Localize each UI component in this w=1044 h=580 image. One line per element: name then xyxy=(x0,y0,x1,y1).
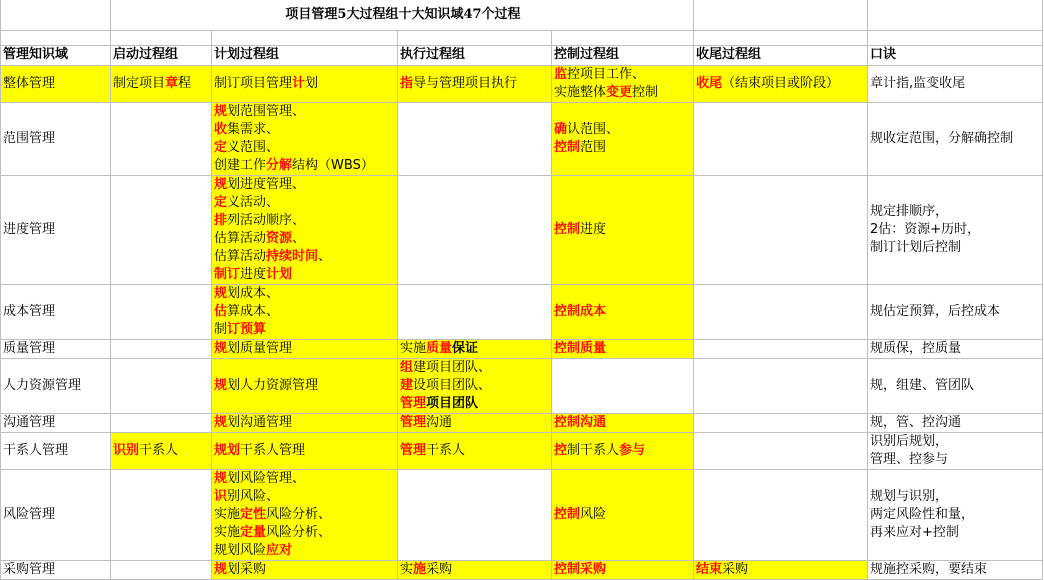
emphasis-text: 指 xyxy=(400,75,414,91)
controlling-cell[interactable] xyxy=(552,102,694,175)
planning-cell[interactable] xyxy=(212,469,398,560)
planning-cell[interactable] xyxy=(212,560,398,579)
table-row xyxy=(1,339,1043,358)
initiating-cell[interactable] xyxy=(111,175,212,284)
cell-text: 采购 xyxy=(426,561,453,577)
cell-text: 制订项目管理 xyxy=(214,75,293,91)
cell-text: 建项目团队、 xyxy=(413,359,492,375)
emphasis-text: 规 xyxy=(214,377,228,393)
cell-text-line xyxy=(400,561,551,579)
cell-text: 义活动、 xyxy=(227,194,280,210)
cell-text-line xyxy=(214,340,397,358)
page-title: 项目管理5大过程组十大知识域47个过程 xyxy=(111,0,694,30)
cell-text-line xyxy=(554,414,693,432)
cell-text: 实施 xyxy=(214,524,241,540)
area-cell[interactable]: 质量管理 xyxy=(1,339,111,358)
closing-cell[interactable] xyxy=(694,413,868,432)
emphasis-text: 规 xyxy=(214,470,228,486)
cell-text-line xyxy=(214,176,397,194)
emphasis-text: 控制 xyxy=(554,506,581,522)
cell-text: 制 xyxy=(214,321,228,337)
cell-text-line xyxy=(554,561,693,579)
closing-cell[interactable] xyxy=(694,432,868,469)
cell-text: 、 xyxy=(318,248,332,264)
mnemonic-cell[interactable]: 识别后规划， 管理、控参与 xyxy=(868,432,1043,469)
emphasis-text: 控制采购 xyxy=(554,561,607,577)
planning-cell[interactable] xyxy=(212,413,398,432)
emphasis-text: 持续时间 xyxy=(266,248,319,264)
executing-cell[interactable] xyxy=(398,175,552,284)
controlling-cell[interactable] xyxy=(552,469,694,560)
cell-text-line xyxy=(214,542,397,560)
emphasis-text: 分解 xyxy=(266,157,293,173)
cell-text-line xyxy=(400,359,551,377)
emphasis-text: 控制 xyxy=(554,221,581,237)
cell-text-line xyxy=(400,442,551,460)
cell-text-line xyxy=(554,84,693,102)
emphasis-text: 变更 xyxy=(606,84,633,100)
cell-text: 程 xyxy=(178,75,192,91)
emphasis-text: 控制质量 xyxy=(554,340,607,356)
table-row xyxy=(1,469,1043,560)
cell-text: 别风险、 xyxy=(227,488,280,504)
initiating-cell[interactable] xyxy=(111,413,212,432)
cell-text-line xyxy=(400,377,551,395)
area-cell[interactable]: 人力资源管理 xyxy=(1,358,111,413)
mnemonic-cell[interactable]: 规划与识别， 两定风险性和量， 再来应对+控制 xyxy=(868,469,1043,560)
emphasis-text: 规划 xyxy=(214,442,241,458)
cell-text: 列活动顺序、 xyxy=(227,212,306,228)
emphasis-text: 质量 xyxy=(426,340,453,356)
mnemonic-cell[interactable]: 规估定预算，后控成本 xyxy=(868,284,1043,339)
cell-text-line xyxy=(554,303,693,321)
emphasis-text: 定量 xyxy=(240,524,267,540)
cell-text-line xyxy=(400,414,551,432)
controlling-cell[interactable] xyxy=(552,175,694,284)
cell-text: 划人力资源管理 xyxy=(227,377,319,393)
emphasis-text: 定性 xyxy=(240,506,267,522)
table-row xyxy=(1,175,1043,284)
cell-text-line xyxy=(554,340,693,358)
emphasis-text: 计划 xyxy=(266,266,293,282)
emphasis-text: 组 xyxy=(400,359,414,375)
mnemonic-cell[interactable]: 规，管、控沟通 xyxy=(868,413,1043,432)
cell-text: 划质量管理 xyxy=(227,340,293,356)
initiating-cell[interactable] xyxy=(111,432,212,469)
emphasis-text: 管理 xyxy=(400,414,427,430)
emphasis-text: 控制 xyxy=(554,414,581,430)
emphasis-text: 资源 xyxy=(266,230,293,246)
closing-cell[interactable] xyxy=(694,358,868,413)
mnemonic-cell[interactable]: 规定排顺序， 2估：资源+历时， 制订计划后控制 xyxy=(868,175,1043,284)
header-row xyxy=(1,45,1043,65)
cell-text-line xyxy=(696,75,867,93)
table-row xyxy=(1,560,1043,579)
emphasis-text: 沟通 xyxy=(580,414,607,430)
cell-text: 实 xyxy=(400,561,414,577)
cell-text: 控制 xyxy=(632,84,659,100)
table-row xyxy=(1,102,1043,175)
col-header-executing[interactable]: 执行过程组 xyxy=(398,45,552,65)
cell-text-line xyxy=(214,103,397,121)
closing-cell[interactable] xyxy=(694,175,868,284)
cell-text-line xyxy=(554,139,693,157)
cell-text: 算成本、 xyxy=(227,303,280,319)
emphasis-text: 识 xyxy=(214,488,228,504)
cell-text: 保证 xyxy=(452,340,479,356)
cell-text: 义范围、 xyxy=(227,139,280,155)
cell-text-line xyxy=(554,221,693,239)
emphasis-text: 建 xyxy=(400,377,414,393)
cell-text-line xyxy=(214,561,397,579)
col-header-area[interactable]: 管理知识域 xyxy=(1,45,111,65)
cell-text: 实施 xyxy=(214,506,241,522)
cell-text: 范围 xyxy=(580,139,607,155)
cell-text: 导与管理项目执行 xyxy=(413,75,518,91)
mnemonic-cell[interactable]: 规施控采购，要结束 xyxy=(868,560,1043,579)
cell-text: 采购 xyxy=(722,561,749,577)
controlling-cell[interactable] xyxy=(552,284,694,339)
cell-text: 进度 xyxy=(580,221,607,237)
cell-text: 风险分析、 xyxy=(266,506,332,522)
planning-cell[interactable] xyxy=(212,284,398,339)
col-header-initiating[interactable]: 启动过程组 xyxy=(111,45,212,65)
initiating-cell[interactable] xyxy=(111,65,212,102)
closing-cell[interactable] xyxy=(694,65,868,102)
cell-text-line xyxy=(214,303,397,321)
emphasis-text: 定 xyxy=(214,194,228,210)
emphasis-text: 订预算 xyxy=(227,321,267,337)
area-cell[interactable]: 进度管理 xyxy=(1,175,111,284)
cell-text-line xyxy=(214,442,397,460)
controlling-cell[interactable] xyxy=(552,65,694,102)
cell-text-line xyxy=(214,321,397,339)
emphasis-text: 控制成本 xyxy=(554,303,607,319)
planning-cell[interactable] xyxy=(212,102,398,175)
cell-text-line xyxy=(214,285,397,303)
cell-text-line xyxy=(400,395,551,413)
emphasis-text: 收尾 xyxy=(696,75,723,91)
cell-text-line xyxy=(214,75,397,93)
executing-cell[interactable] xyxy=(398,284,552,339)
cell-text: 结构（WBS） xyxy=(292,157,374,173)
controlling-cell[interactable] xyxy=(552,358,694,413)
cell-text-line xyxy=(214,139,397,157)
initiating-cell[interactable] xyxy=(111,339,212,358)
cell-text-line xyxy=(554,66,693,84)
cell-text: 认范围、 xyxy=(567,121,620,137)
controlling-cell[interactable] xyxy=(552,413,694,432)
area-cell[interactable]: 整体管理 xyxy=(1,65,111,102)
closing-cell[interactable] xyxy=(694,339,868,358)
executing-cell[interactable] xyxy=(398,413,552,432)
cell-text-line xyxy=(214,194,397,212)
table-row xyxy=(1,413,1043,432)
cell-text: 实施 xyxy=(400,340,427,356)
emphasis-text: 收 xyxy=(214,121,228,137)
emphasis-text: 规 xyxy=(214,285,228,301)
closing-cell[interactable] xyxy=(694,284,868,339)
cell-text: 设项目团队、 xyxy=(413,377,492,393)
cell-text-line xyxy=(113,75,211,93)
emphasis-text: 章 xyxy=(165,75,179,91)
cell-text: 划 xyxy=(305,75,319,91)
cell-text: 划沟通管理 xyxy=(227,414,293,430)
emphasis-text: 制订 xyxy=(214,266,241,282)
cell-text: 干系人管理 xyxy=(240,442,306,458)
planning-cell[interactable] xyxy=(212,65,398,102)
initiating-cell[interactable] xyxy=(111,284,212,339)
cell-text: 控项目工作、 xyxy=(567,66,646,82)
cell-text: 沟通 xyxy=(426,414,453,430)
cell-text: 规划风险 xyxy=(214,542,267,558)
cell-text-line xyxy=(554,121,693,139)
cell-text: 风险分析、 xyxy=(266,524,332,540)
controlling-cell[interactable] xyxy=(552,432,694,469)
col-header-closing[interactable]: 收尾过程组 xyxy=(694,45,868,65)
cell-text: 干系人 xyxy=(139,442,179,458)
cell-text: 估算活动 xyxy=(214,248,267,264)
emphasis-text: 施 xyxy=(413,561,427,577)
cell-text-line xyxy=(214,230,397,248)
emphasis-text: 规 xyxy=(214,176,228,192)
closing-cell[interactable] xyxy=(694,469,868,560)
planning-cell[interactable] xyxy=(212,358,398,413)
area-cell[interactable]: 范围管理 xyxy=(1,102,111,175)
emphasis-text: 控制 xyxy=(554,139,581,155)
mnemonic-cell[interactable]: 章计指,监变收尾 xyxy=(868,65,1043,102)
cell-text-line xyxy=(214,377,397,395)
cell-text: 制干系人 xyxy=(567,442,620,458)
cell-text-line xyxy=(214,470,397,488)
cell-text-line xyxy=(554,506,693,524)
area-cell[interactable]: 沟通管理 xyxy=(1,413,111,432)
cell-text: 创建工作 xyxy=(214,157,267,173)
emphasis-text: 监 xyxy=(554,66,568,82)
table-row xyxy=(1,284,1043,339)
cell-text-line xyxy=(214,524,397,542)
executing-cell[interactable] xyxy=(398,339,552,358)
executing-cell[interactable] xyxy=(398,102,552,175)
table-row xyxy=(1,358,1043,413)
emphasis-text: 规 xyxy=(214,103,228,119)
emphasis-text: 定 xyxy=(214,139,228,155)
initiating-cell[interactable] xyxy=(111,560,212,579)
planning-cell[interactable] xyxy=(212,432,398,469)
cell-text: 、 xyxy=(292,230,306,246)
table-row xyxy=(1,432,1043,469)
emphasis-text: 结束 xyxy=(696,561,723,577)
emphasis-text: 应对 xyxy=(266,542,293,558)
initiating-cell[interactable] xyxy=(111,358,212,413)
area-cell[interactable]: 采购管理 xyxy=(1,560,111,579)
mnemonic-cell[interactable]: 规收定范围，分解确控制 xyxy=(868,102,1043,175)
area-cell[interactable]: 成本管理 xyxy=(1,284,111,339)
cell-text-line xyxy=(400,340,551,358)
cell-text: （结束项目或阶段） xyxy=(722,75,840,91)
emphasis-text: 控 xyxy=(554,442,568,458)
mnemonic-cell[interactable]: 规质保，控质量 xyxy=(868,339,1043,358)
executing-cell[interactable] xyxy=(398,358,552,413)
cell-text-line xyxy=(214,266,397,284)
emphasis-text: 管理 xyxy=(400,395,427,411)
emphasis-text: 管理 xyxy=(400,442,427,458)
planning-cell[interactable] xyxy=(212,175,398,284)
initiating-cell[interactable] xyxy=(111,469,212,560)
initiating-cell[interactable] xyxy=(111,102,212,175)
emphasis-text: 规 xyxy=(214,414,228,430)
closing-cell[interactable] xyxy=(694,560,868,579)
executing-cell[interactable] xyxy=(398,65,552,102)
cell-text-line xyxy=(696,561,867,579)
executing-cell[interactable] xyxy=(398,560,552,579)
cell-text-line xyxy=(214,212,397,230)
controlling-cell[interactable] xyxy=(552,339,694,358)
col-header-controlling[interactable]: 控制过程组 xyxy=(552,45,694,65)
cell-text: 划范围管理、 xyxy=(227,103,306,119)
cell-text: 划风险管理、 xyxy=(227,470,306,486)
executing-cell[interactable] xyxy=(398,469,552,560)
planning-cell[interactable] xyxy=(212,339,398,358)
emphasis-text: 确 xyxy=(554,121,568,137)
cell-text: 风险 xyxy=(580,506,607,522)
table-row xyxy=(1,65,1043,102)
cell-text: 项目团队 xyxy=(426,395,479,411)
closing-cell[interactable] xyxy=(694,102,868,175)
emphasis-text: 规 xyxy=(214,340,228,356)
cell-text: 集需求、 xyxy=(227,121,280,137)
emphasis-text: 规 xyxy=(214,561,228,577)
cell-text: 划采购 xyxy=(227,561,267,577)
cell-text: 进度 xyxy=(240,266,267,282)
col-header-planning[interactable]: 计划过程组 xyxy=(212,45,398,65)
cell-text-line xyxy=(214,506,397,524)
cell-text-line xyxy=(400,75,551,93)
cell-text-line xyxy=(113,442,211,460)
mnemonic-cell[interactable]: 规，组建、管团队 xyxy=(868,358,1043,413)
emphasis-text: 参与 xyxy=(619,442,646,458)
cell-text: 制定项目 xyxy=(113,75,166,91)
emphasis-text: 计 xyxy=(292,75,306,91)
emphasis-text: 排 xyxy=(214,212,228,228)
cell-text: 估算活动 xyxy=(214,230,267,246)
cell-text-line xyxy=(214,248,397,266)
cell-text-line xyxy=(214,488,397,506)
cell-text: 划成本、 xyxy=(227,285,280,301)
controlling-cell[interactable] xyxy=(552,560,694,579)
emphasis-text: 识别 xyxy=(113,442,140,458)
cell-text: 实施整体 xyxy=(554,84,607,100)
cell-text-line xyxy=(214,414,397,432)
cell-text: 干系人 xyxy=(426,442,466,458)
cell-text-line xyxy=(214,121,397,139)
area-cell[interactable]: 风险管理 xyxy=(1,469,111,560)
cell-text: 划进度管理、 xyxy=(227,176,306,192)
cell-text-line xyxy=(554,442,693,460)
emphasis-text: 估 xyxy=(214,303,228,319)
col-header-mnemonic[interactable]: 口诀 xyxy=(868,45,1043,65)
cell-text-line xyxy=(214,157,397,175)
executing-cell[interactable] xyxy=(398,432,552,469)
area-cell[interactable]: 干系人管理 xyxy=(1,432,111,469)
